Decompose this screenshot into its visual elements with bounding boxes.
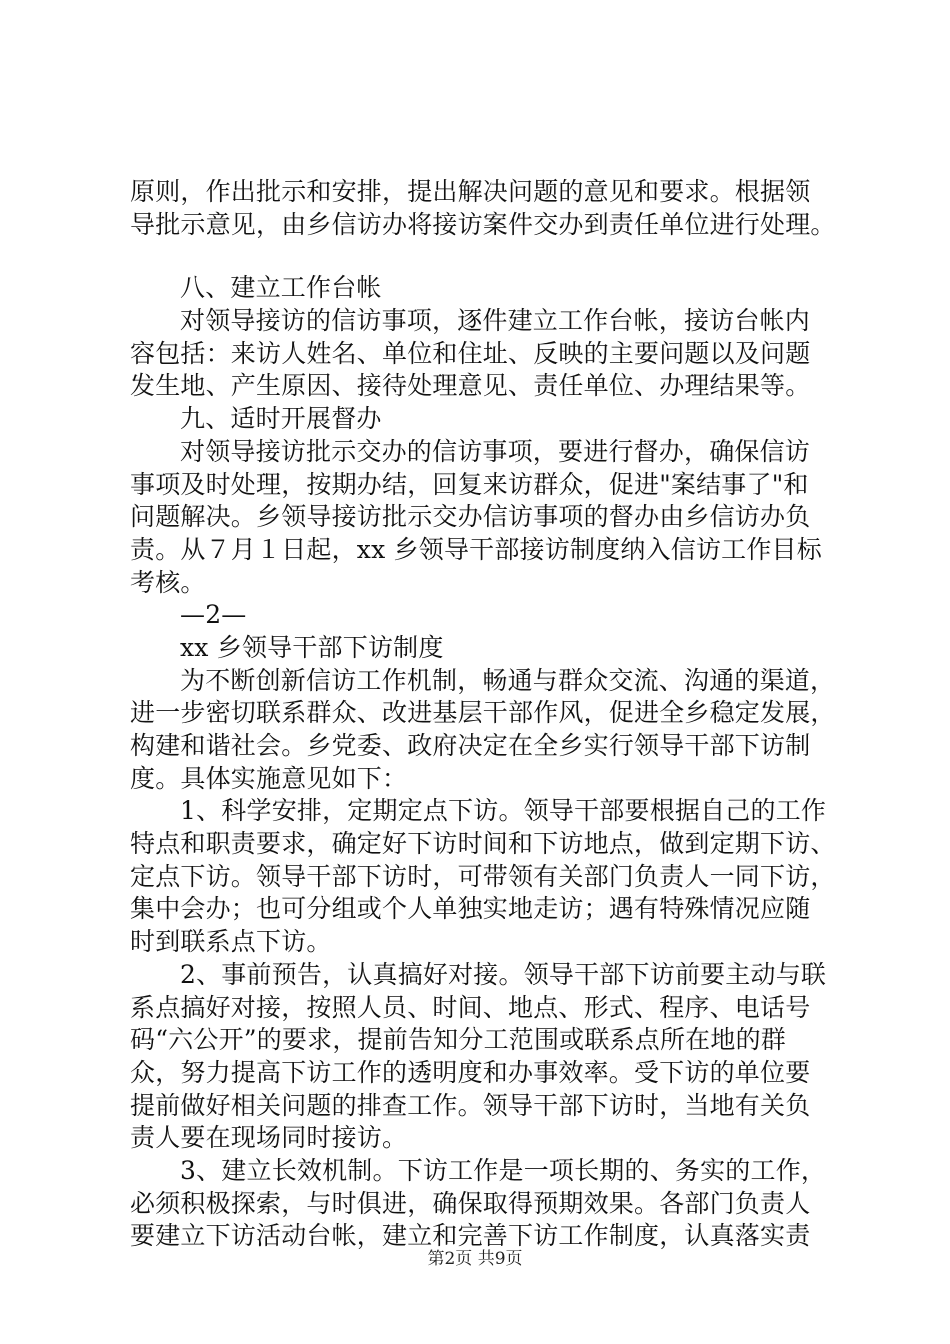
body-line: 特点和职责要求，确定好下访时间和下访地点，做到定期下访、	[130, 829, 836, 859]
body-line: 集中会办；也可分组或个人单独实地走访；遇有特殊情况应随	[130, 894, 811, 924]
body-line: 事项及时处理，按期办结，回复来访群众，促进"案结事了"和	[130, 469, 809, 499]
body-line: 度。具体实施意见如下：	[130, 763, 408, 793]
body-line: 容包括：来访人姓名、单位和住址、反映的主要问题以及问题	[130, 338, 811, 368]
body-line: 2、事前预告，认真搞好对接。领导干部下访前要主动与联	[180, 959, 827, 989]
body-line: 对领导接访批示交办的信访事项，要进行督办，确保信访	[180, 436, 811, 466]
body-line: 对领导接访的信访事项，逐件建立工作台帐，接访台帐内	[180, 306, 811, 336]
body-line: 定点下访。领导干部下访时，可带领有关部门负责人一同下访，	[130, 861, 836, 891]
body-line: 发生地、产生原因、接待处理意见、责任单位、办理结果等。	[130, 371, 811, 401]
body-line: 为不断创新信访工作机制，畅通与群众交流、沟通的渠道，	[180, 665, 836, 695]
body-line: 问题解决。乡领导接访批示交办信访事项的督办由乡信访办负	[130, 502, 811, 532]
document-body	[130, 176, 850, 1253]
body-line: 1、科学安排，定期定点下访。领导干部要根据自己的工作	[180, 796, 827, 826]
body-line: 提前做好相关问题的排查工作。领导干部下访时，当地有关负	[130, 1090, 811, 1120]
body-line: 进一步密切联系群众、改进基层干部作风，促进全乡稳定发展，	[130, 698, 836, 728]
body-line: 责人要在现场同时接访。	[130, 1123, 408, 1153]
body-line: 要建立下访活动台帐，建立和完善下访工作制度，认真落实责	[130, 1221, 811, 1251]
page-marker: —2—	[180, 600, 247, 630]
body-line: 时到联系点下访。	[130, 927, 332, 957]
paragraph-gap	[130, 241, 850, 272]
body-line: 系点搞好对接，按照人员、时间、地点、形式、程序、电话号	[130, 992, 811, 1022]
body-line: 考核。	[130, 567, 206, 597]
page-footer: 第2页 共9页	[427, 1249, 523, 1269]
body-line: 3、建立长效机制。下访工作是一项长期的、务实的工作，	[180, 1155, 827, 1185]
document-title: xx 乡领导干部下访制度	[180, 632, 444, 662]
body-line: 构建和谐社会。乡党委、政府决定在全乡实行领导干部下访制	[130, 731, 811, 760]
body-line: 众，努力提高下访工作的透明度和办事效率。受下访的单位要	[130, 1057, 811, 1087]
section-heading-8: 八、建立工作台帐	[180, 273, 382, 303]
body-line: 原则，作出批示和安排，提出解决问题的意见和要求。根据领	[130, 177, 811, 206]
body-line: 导批示意见，由乡信访办将接访案件交办到责任单位进行处理。	[130, 209, 836, 239]
body-line: 必须积极探索，与时俱进，确保取得预期效果。各部门负责人	[130, 1188, 811, 1218]
body-line: 码“六公开”的要求，提前告知分工范围或联系点所在地的群	[130, 1025, 786, 1055]
body-line: 责。从７月１日起，xx 乡领导干部接访制度纳入信访工作目标	[130, 534, 822, 564]
section-heading-9: 九、适时开展督办	[180, 404, 382, 434]
